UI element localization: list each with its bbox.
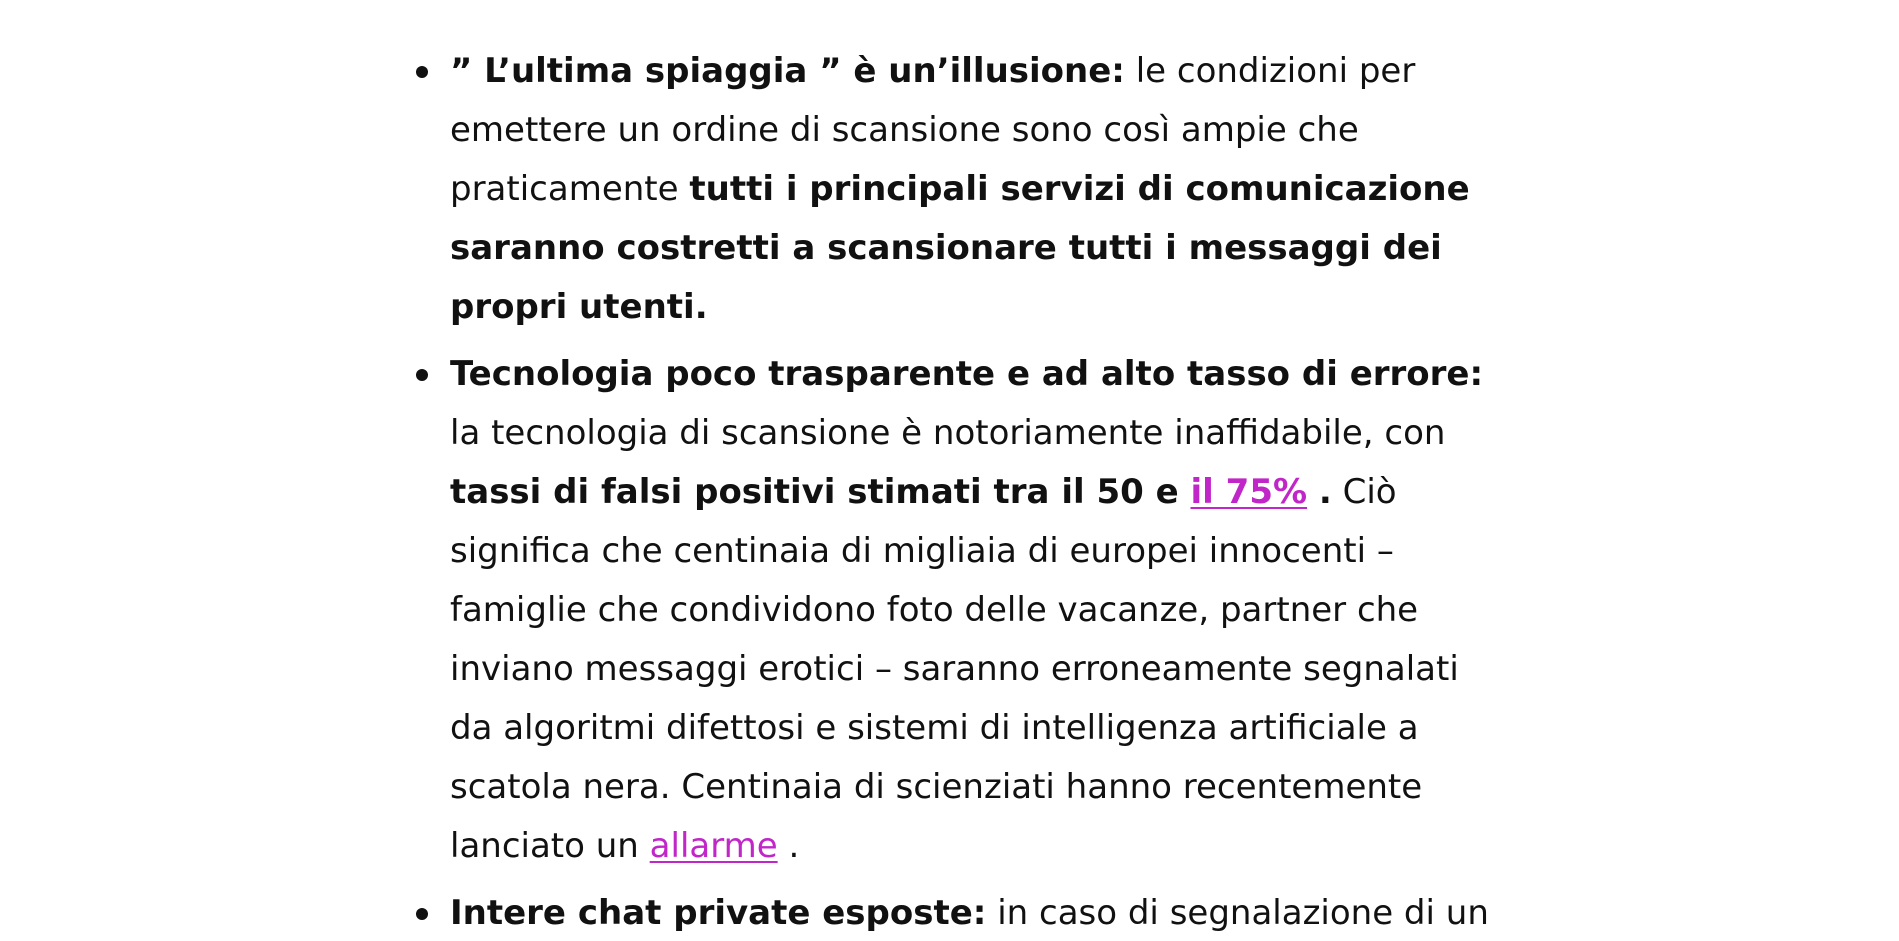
bullet-text-end: . bbox=[777, 826, 800, 866]
source-link-75-percent[interactable]: il 75% bbox=[1190, 472, 1308, 512]
bullet-item-private-chats bbox=[450, 884, 1495, 941]
alarm-link[interactable]: allarme bbox=[649, 826, 778, 866]
bullet-text: in caso di segnalazione di un bbox=[986, 893, 1489, 933]
bullet-emphasis bbox=[450, 472, 1332, 512]
bullet-text: la tecnologia di scansione è notoriamente inaffidabile, con bbox=[450, 413, 1446, 453]
bullet-emphasis: tutti i principali servizi di comunicazione saranno costretti a scansionare tutti i messaggi dei propri utenti. bbox=[450, 169, 1470, 327]
bullet-lead: Intere chat private esposte: bbox=[450, 893, 987, 933]
false-positive-text: tassi di falsi positivi stimati tra il 50 e bbox=[450, 472, 1191, 512]
bullet-text-continued: Ciò significa che centinaia di migliaia di europei innocenti – famiglie che condividono foto delle vacanze, partner che inviano messaggi erotici – saranno erroneamente segnalati da algoritmi difettosi e sistemi di intelligenza artificiale a scatola nera. Centinaia di scienziati hanno recentemente lanciato un bbox=[450, 472, 1459, 866]
emphasis-period: . bbox=[1307, 472, 1332, 512]
bullet-item-error-rate bbox=[450, 345, 1495, 876]
bullet-list bbox=[450, 42, 1495, 941]
bullet-lead: ” L’ultima spiaggia ” è un’illusione: bbox=[450, 51, 1125, 91]
bullet-text: le condizioni per emettere un ordine di scansione sono così ampie che praticamente bbox=[450, 51, 1416, 209]
bullet-item-last-resort bbox=[450, 42, 1495, 337]
bullet-lead: Tecnologia poco trasparente e ad alto tasso di errore: bbox=[450, 354, 1484, 394]
